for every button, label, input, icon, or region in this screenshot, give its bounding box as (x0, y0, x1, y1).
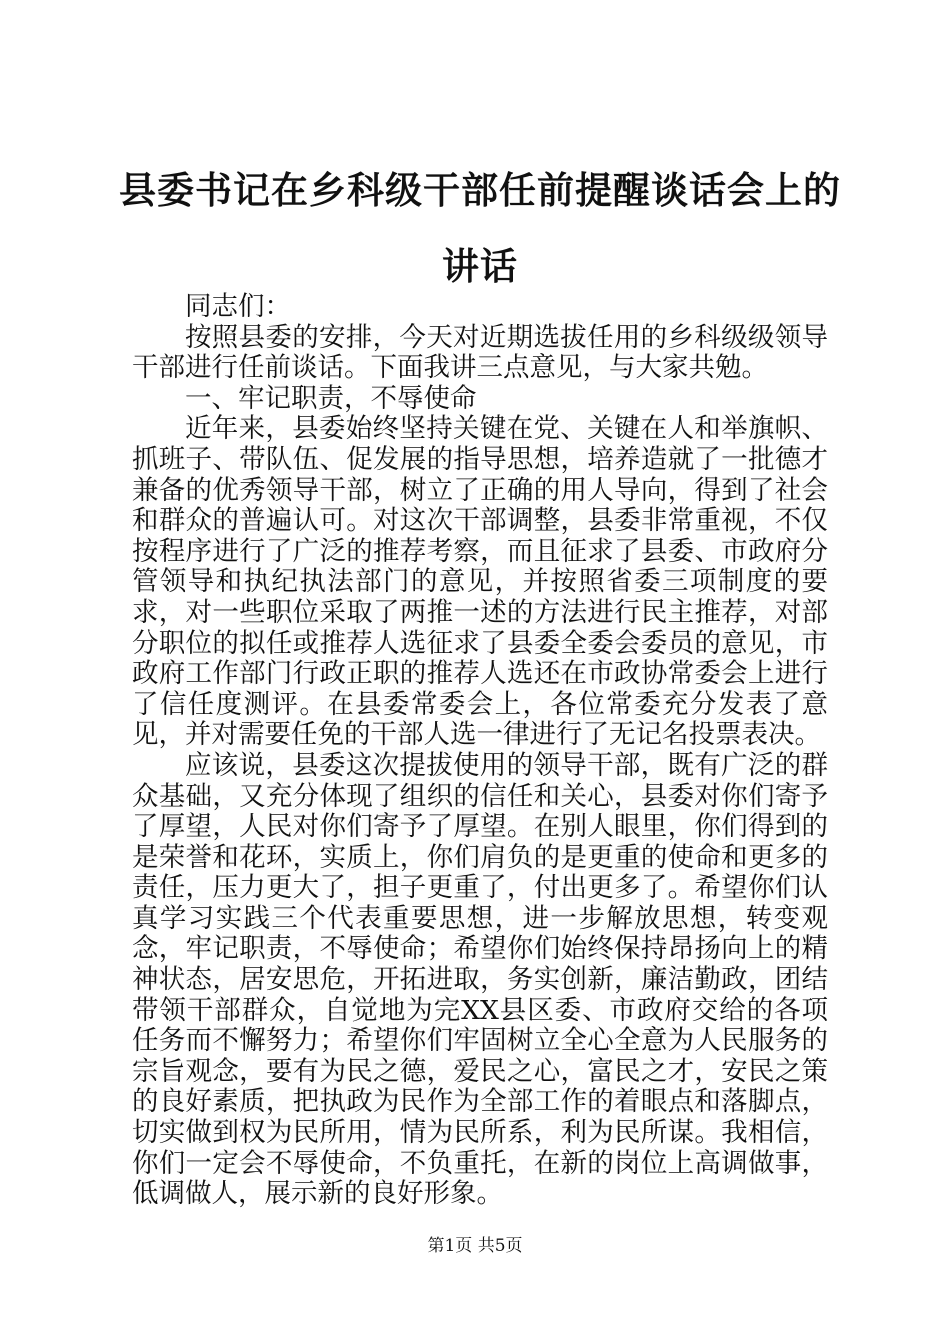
salutation-paragraph: 同志们： (185, 291, 291, 322)
body-paragraph: 近年来，县委始终坚持关键在党、关键在人和举旗帜、抓班子、带队伍、促发展的指导思想，培养造就了一批德才兼备的优秀领导干部，树立了正确的用人导向，得到了社会和群众的普遍认可。对这次干部调整，县委非常重视，不仅按程序进行了广泛的推荐考察，而且征求了县委、市政府分管领导和执纪执法部门的意见，并按照省委三项制度的要求，对一些职位采取了两推一述的方法进行民主推荐，对部分职位的拟任或推荐人选征求了县委全委会委员的意见，市政府工作部门行政正职的推荐人选还在市政协常委会上进行了信任度测评。在县委常委会上，各位常委充分发表了意见，并对需要任免的干部人选一律进行了无记名投票表决。 (132, 413, 828, 751)
section-heading: 一、牢记职责，不辱使命 (185, 382, 477, 414)
intro-paragraph: 按照县委的安排，今天对近期选拔任用的乡科级级领导干部进行任前谈话。下面我讲三点意见，与大家共勉。 (132, 321, 828, 384)
document-body (132, 292, 828, 1210)
document-title: 县委书记在乡科级干部任前提醒谈话会上的讲话 (119, 168, 841, 288)
page-number-footer: 第1页 共5页 (427, 1236, 523, 1256)
body-paragraph: 应该说，县委这次提拔使用的领导干部，既有广泛的群众基础，又充分体现了组织的信任和关心，县委对你们寄予了厚望，人民对你们寄予了厚望。在别人眼里，你们得到的是荣誉和花环，实质上，你们肩负的是更重的使命和更多的责任，压力更大了，担子更重了，付出更多了。希望你们认真学习实践三个代表重要思想，进一步解放思想，转变观念，牢记职责，不辱使命；希望你们始终保持昂扬向上的精神状态，居安思危，开拓进取，务实创新，廉洁勤政，团结带领干部群众，自觉地为完XX县区委、市政府交给的各项任务而不懈努力；希望你们牢固树立全心全意为人民服务的宗旨观念，要有为民之德，爱民之心，富民之才，安民之策的良好素质，把执政为民作为全部工作的着眼点和落脚点，切实做到权为民所用，情为民所系，利为民所谋。我相信，你们一定会不辱使命，不负重托，在新的岗位上高调做事，低调做人，展示新的良好形象。 (132, 749, 828, 1210)
